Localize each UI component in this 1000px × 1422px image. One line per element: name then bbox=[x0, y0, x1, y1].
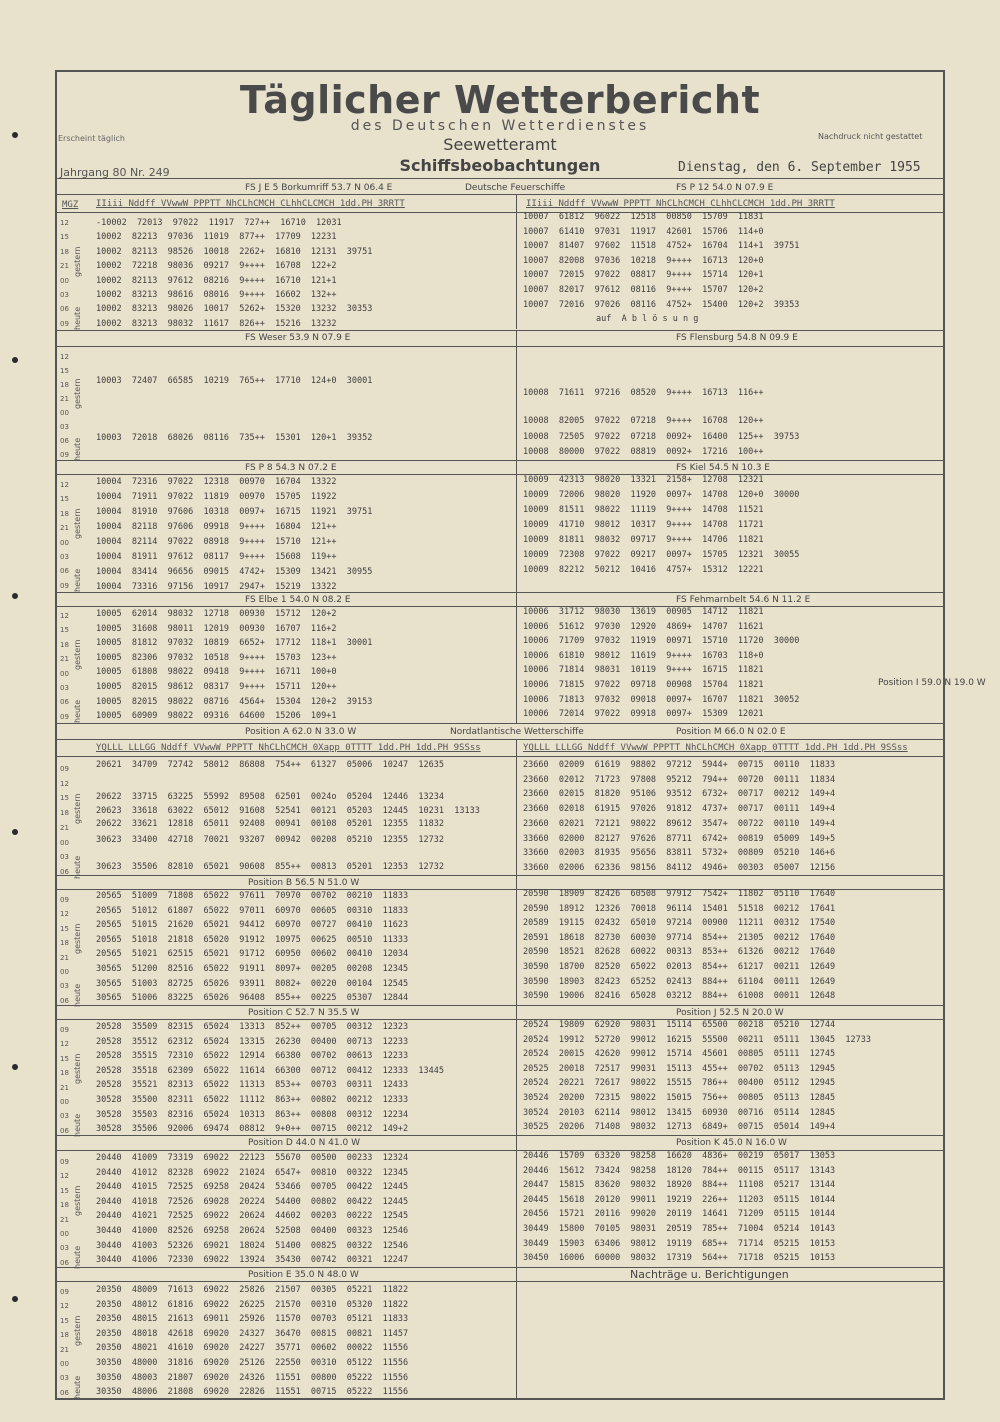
data-row: 30565 51003 82725 65026 93911 8082+ 00220 00104 12545 bbox=[96, 978, 409, 989]
data-row: 10006 71814 98031 10119 9++++ 16715 11821 bbox=[523, 665, 764, 676]
heute-label: heute bbox=[73, 569, 82, 593]
data-row: 30590 18903 82423 65252 02413 884++ 61104 00111 12649 bbox=[523, 976, 836, 987]
hour-label: 03 bbox=[60, 1374, 69, 1383]
hour-label: 15 bbox=[60, 626, 69, 635]
hour-label: 03 bbox=[60, 684, 69, 692]
data-row: -10002 72013 97022 11917 727++ 16710 12031 bbox=[96, 218, 342, 228]
data-row: 10005 62014 98032 12718 00930 15712 120+2 bbox=[96, 609, 337, 619]
data-row: 30590 18700 82520 65022 02013 854++ 61217 00211 12649 bbox=[523, 962, 836, 972]
heute-label: heute bbox=[73, 1376, 82, 1400]
hour-label: 12 bbox=[60, 612, 69, 620]
data-row: 10008 80000 97022 08819 0092+ 17216 100++ bbox=[523, 447, 764, 457]
hour-label: 21 bbox=[60, 1345, 69, 1354]
heute-label: heute bbox=[73, 1114, 82, 1138]
data-row: 33660 02006 62336 98156 84112 4946+ 00303 05007 12156 bbox=[523, 862, 836, 873]
station-label: Position A 62.0 N 33.0 W bbox=[245, 727, 357, 737]
data-row: 20621 34709 72742 58012 86808 754++ 61327 05006 10247 12635 bbox=[96, 760, 444, 770]
data-row: 10004 83414 96656 09015 4742+ 15309 13421 30955 bbox=[96, 567, 373, 577]
hour-label: 00 bbox=[60, 1230, 69, 1238]
data-row: 10002 82113 98526 10018 2262+ 16810 12131 39751 bbox=[96, 246, 373, 257]
data-row: 30350 48006 21808 69020 22826 11551 00715 05222 11556 bbox=[96, 1387, 409, 1398]
nachdruck-note: Nachdruck nicht gestattet bbox=[818, 132, 923, 141]
hour-label: 21 bbox=[60, 524, 69, 533]
divider bbox=[55, 592, 945, 593]
hour-label: 00 bbox=[60, 1098, 69, 1106]
data-row: 10009 42313 98020 13321 2158+ 12708 12321 bbox=[523, 475, 764, 485]
data-row: 30528 35506 92006 69474 08812 9+0++ 00715 00212 149+2 bbox=[96, 1124, 409, 1135]
station-label: FS J E 5 Borkumriff 53.7 N 06.4 E bbox=[245, 183, 393, 193]
hour-label: 15 bbox=[60, 1186, 69, 1195]
hour-label: 03 bbox=[60, 423, 69, 431]
data-row: 10002 72218 98036 09217 9++++ 16708 122+2 bbox=[96, 261, 337, 272]
data-row: 10002 82113 97612 08216 9++++ 16710 121+1 bbox=[96, 275, 337, 286]
data-row: 30449 15903 63406 98012 19119 685++ 71714 05215 10153 bbox=[523, 1238, 836, 1249]
data-row: 30450 16006 60000 98032 17319 564++ 71718 05215 10153 bbox=[523, 1253, 836, 1264]
data-row: 20590 18909 82426 60508 97912 7542+ 11802 05110 17640 bbox=[523, 889, 836, 899]
hour-label: 15 bbox=[60, 367, 69, 375]
punch-hole bbox=[12, 593, 18, 599]
data-row: 10004 81911 97612 08117 9++++ 15608 119++ bbox=[96, 552, 337, 562]
hour-label: 09 bbox=[60, 1158, 69, 1166]
station-label: Position J 52.5 N 20.0 W bbox=[676, 1008, 784, 1018]
data-row: 20528 35518 62309 65022 11614 66300 00712 00412 12333 13445 bbox=[96, 1065, 444, 1076]
gestern-label: gestern bbox=[73, 508, 82, 539]
divider bbox=[55, 212, 945, 213]
hour-label: 15 bbox=[60, 794, 69, 803]
data-row: 23660 02009 61619 98802 97212 5944+ 00715 00110 11833 bbox=[523, 760, 836, 770]
divider bbox=[516, 739, 517, 875]
data-row: 10007 81407 97602 11518 4752+ 16704 114+1 39751 bbox=[523, 241, 800, 252]
divider bbox=[516, 875, 517, 1005]
data-row: 20524 19912 52720 99012 16215 55500 00211 05111 13045 12733 bbox=[523, 1034, 871, 1045]
data-row: 30565 51200 82516 65022 91911 8097+ 00205 00208 12345 bbox=[96, 964, 409, 974]
divider bbox=[516, 1005, 517, 1135]
hour-label: 21 bbox=[60, 262, 69, 271]
data-row: 10003 72407 66585 10219 765++ 17710 124+0 30001 bbox=[96, 376, 373, 386]
data-row: 10008 72505 97022 07218 0092+ 16400 125++ 39753 bbox=[523, 432, 800, 442]
data-row: 30525 20206 71408 98032 12713 6849+ 00715 05014 149+4 bbox=[523, 1122, 836, 1133]
heute-label: heute bbox=[73, 700, 82, 724]
station-label: FS Kiel 54.5 N 10.3 E bbox=[676, 463, 770, 473]
data-row: 10004 71911 97022 11819 00970 15705 11922 bbox=[96, 492, 337, 502]
divider bbox=[55, 756, 945, 757]
gestern-label: gestern bbox=[73, 246, 82, 277]
section-label: Nordatlantische Wetterschiffe bbox=[450, 727, 584, 737]
hour-label: 12 bbox=[60, 219, 69, 227]
data-row: 30623 33400 42718 70021 93207 00942 00208 05210 12355 12732 bbox=[96, 835, 444, 845]
data-row: 20350 48012 61816 69022 26225 21570 00310 05320 11822 bbox=[96, 1299, 409, 1310]
gestern-label: gestern bbox=[73, 923, 82, 954]
data-row: 30623 35506 82810 65021 90608 855++ 00813 05201 12353 12732 bbox=[96, 862, 444, 872]
column-headers: IIiii Nddff VVwwW PPPTT NhCLhCMCH CLhhCLCMCH 1dd.PH 3RRTT bbox=[96, 199, 405, 209]
data-row: 20591 18618 82730 60030 97714 854++ 21305 00212 17640 bbox=[523, 932, 836, 943]
hour-label: 21 bbox=[60, 953, 69, 962]
data-row: 10007 61812 96022 12518 00850 15709 11831 bbox=[523, 212, 764, 222]
hour-label: 00 bbox=[60, 838, 69, 847]
gestern-label: gestern bbox=[73, 793, 82, 824]
divider bbox=[55, 1135, 945, 1136]
data-row: 10009 82212 50212 10416 4757+ 15312 12221 bbox=[523, 565, 764, 575]
data-row: 20440 41015 72525 69258 20424 53466 00705 00422 12445 bbox=[96, 1182, 409, 1193]
data-row: 30590 19006 82416 65028 03212 884++ 61008 00011 12648 bbox=[523, 991, 836, 1002]
hour-label: 15 bbox=[60, 1054, 69, 1063]
data-row: 10007 82008 97036 10218 9++++ 16713 120+0 bbox=[523, 255, 764, 266]
hour-label: 09 bbox=[60, 1026, 69, 1034]
divider bbox=[516, 194, 517, 329]
data-row: 10005 60909 98022 09316 64600 15206 109+1 bbox=[96, 711, 337, 722]
hour-label: 03 bbox=[60, 853, 69, 862]
data-row: 20528 35512 62312 65024 13315 26230 00400 00713 12233 bbox=[96, 1036, 409, 1047]
data-row: 20525 20018 72517 99031 15113 455++ 00702 05113 12945 bbox=[523, 1063, 836, 1074]
data-row: 10005 81812 97032 10819 6652+ 17712 118+1 30001 bbox=[96, 638, 373, 649]
station-label: FS P 8 54.3 N 07.2 E bbox=[245, 463, 337, 473]
divider bbox=[55, 739, 945, 740]
data-row: 10008 82005 97022 07218 9++++ 16708 120++ bbox=[523, 416, 764, 426]
hour-label: 09 bbox=[60, 581, 69, 590]
station-label: Position K 45.0 N 16.0 W bbox=[676, 1138, 787, 1148]
hour-label: 09 bbox=[60, 896, 69, 904]
hour-label: 06 bbox=[60, 1388, 69, 1397]
hour-label: 09 bbox=[60, 319, 69, 328]
data-row: 30524 20103 62114 98012 13415 60930 00716 05114 12845 bbox=[523, 1107, 836, 1118]
data-row: 20440 41012 82328 69022 21024 6547+ 00810 00322 12345 bbox=[96, 1167, 409, 1178]
subtitle-dwd: des Deutschen Wetterdienstes bbox=[350, 118, 650, 134]
hour-label: 00 bbox=[60, 276, 69, 285]
data-row: 10002 83213 98026 10017 5262+ 15320 13232 30353 bbox=[96, 304, 373, 315]
hour-label: 12 bbox=[60, 779, 69, 788]
data-row: 30565 51006 83225 65026 96408 855++ 00225 05307 12844 bbox=[96, 993, 409, 1004]
data-row: 20524 20015 42620 99012 15714 45601 00805 05111 12745 bbox=[523, 1049, 836, 1060]
data-row: 10009 81511 98022 11119 9++++ 14708 11521 bbox=[523, 505, 764, 515]
punch-hole bbox=[12, 1296, 18, 1302]
data-row: 30440 41003 52326 69021 18024 51400 00825 00322 12546 bbox=[96, 1240, 409, 1251]
data-row: 20590 18912 12326 70018 96114 15401 51518 00212 17641 bbox=[523, 903, 836, 914]
data-row: 10004 72316 97022 12318 00970 16704 13322 bbox=[96, 477, 337, 487]
gestern-label: gestern bbox=[73, 1315, 82, 1346]
hour-label: 12 bbox=[60, 353, 69, 361]
data-row: 10007 82017 97612 08116 9++++ 15707 120+2 bbox=[523, 285, 764, 295]
hour-label: 18 bbox=[60, 1201, 69, 1210]
station-label: Position I 59.0 N 19.0 W bbox=[878, 678, 986, 688]
hour-label: 03 bbox=[60, 291, 69, 299]
data-row: 20447 15815 83620 98032 18920 884++ 11108 05217 13144 bbox=[523, 1180, 836, 1191]
data-row: 20350 48015 21613 69011 25926 11570 00703 05121 11833 bbox=[96, 1314, 409, 1325]
heute-label: heute bbox=[73, 437, 82, 461]
issue-number: Jahrgang 80 Nr. 249 bbox=[60, 166, 170, 179]
data-row: 30524 20200 72315 98022 15015 756++ 00805 05113 12845 bbox=[523, 1093, 836, 1103]
data-row: 10002 82213 97036 11019 877++ 17709 12231 bbox=[96, 232, 337, 243]
data-row: 10005 82015 98022 08716 4564+ 15304 120+2 39153 bbox=[96, 696, 373, 707]
hour-label: 06 bbox=[60, 996, 69, 1005]
data-row: 10002 83213 98616 08016 9++++ 16602 132++ bbox=[96, 290, 337, 300]
data-row: 10009 72308 97022 09217 0097+ 15705 12321 30055 bbox=[523, 550, 800, 560]
subtitle-seewetteramt: Seewetteramt bbox=[443, 135, 557, 154]
data-row: 20440 41009 73319 69022 22123 55670 00500 00233 12324 bbox=[96, 1153, 409, 1163]
hour-label: 18 bbox=[60, 1069, 69, 1078]
hour-label: 00 bbox=[60, 409, 69, 417]
hour-label: 12 bbox=[60, 1172, 69, 1181]
data-row: 33660 02003 81935 95656 83811 5732+ 00809 05210 146+6 bbox=[523, 848, 836, 859]
data-row: 10009 72006 98020 11920 0097+ 14708 120+0 30000 bbox=[523, 490, 800, 500]
hour-label: 18 bbox=[60, 509, 69, 518]
data-row: 20350 48021 41610 69020 24227 35771 00602 00022 11556 bbox=[96, 1343, 409, 1354]
issue-date: Dienstag, den 6. September 1955 bbox=[678, 160, 921, 175]
data-row: 20565 51018 21818 65020 91912 10975 00625 00510 11333 bbox=[96, 934, 409, 945]
section-label: Deutsche Feuerschiffe bbox=[465, 183, 566, 193]
data-row: 30440 41006 72330 69022 13924 35430 00742 00321 12247 bbox=[96, 1255, 409, 1266]
divider bbox=[516, 460, 517, 592]
data-row: 23660 02012 71723 97808 95212 794++ 00720 00111 11834 bbox=[523, 774, 836, 785]
hour-label: 18 bbox=[60, 809, 69, 818]
data-row: 20565 51009 71808 65022 97611 70970 00702 00210 11833 bbox=[96, 891, 409, 901]
hour-label: 03 bbox=[60, 982, 69, 991]
hour-label: 15 bbox=[60, 924, 69, 933]
heute-label: heute bbox=[73, 855, 82, 879]
station-label: FS Fehmarnbelt 54.6 N 11.2 E bbox=[676, 595, 811, 605]
hour-label: 00 bbox=[60, 1360, 69, 1368]
data-row: 30440 41000 82526 69258 20624 52508 00400 00323 12546 bbox=[96, 1226, 409, 1236]
subtitle-schiffsbeobachtungen: Schiffsbeobachtungen bbox=[399, 156, 601, 175]
data-row: 10007 72016 97026 08116 4752+ 15400 120+2 39353 bbox=[523, 299, 800, 310]
hour-label: 09 bbox=[60, 765, 69, 773]
data-row: 10009 81811 98032 09717 9++++ 14706 11821 bbox=[523, 535, 764, 545]
data-row: 10007 61410 97031 11917 42601 15706 114+0 bbox=[523, 226, 764, 237]
data-row: 30528 35503 82316 65024 10313 863++ 00808 00312 12234 bbox=[96, 1109, 409, 1120]
data-row: 20524 20221 72617 98022 15515 786++ 00400 05112 12945 bbox=[523, 1078, 836, 1089]
hour-label: 06 bbox=[60, 437, 69, 445]
divider bbox=[55, 606, 945, 607]
divider bbox=[55, 1281, 945, 1282]
hour-label: 18 bbox=[60, 640, 69, 649]
data-row: 10004 82118 97606 09918 9++++ 16804 121++ bbox=[96, 522, 337, 532]
data-row: 20524 19809 62920 98031 15114 65500 00218 05210 12744 bbox=[523, 1020, 836, 1030]
hour-label: 06 bbox=[60, 567, 69, 576]
heute-label: heute bbox=[73, 1246, 82, 1270]
station-label: FS Elbe 1 54.0 N 08.2 E bbox=[245, 595, 351, 605]
data-row: 23660 02018 61915 97026 91812 4737+ 00717 00111 149+4 bbox=[523, 804, 836, 815]
erscheint-note: Erscheint täglich bbox=[58, 134, 125, 143]
station-label: Position M 66.0 N 02.0 E bbox=[676, 727, 786, 737]
station-label: Position E 35.0 N 48.0 W bbox=[248, 1270, 359, 1280]
data-row: 10005 82306 97032 10518 9++++ 15703 123++ bbox=[96, 652, 337, 663]
heute-label: heute bbox=[73, 984, 82, 1008]
data-row: 30350 48003 21807 69020 24326 11551 00800 05222 11556 bbox=[96, 1372, 409, 1383]
gestern-label: gestern bbox=[73, 1185, 82, 1216]
data-row: 10006 71709 97032 11919 00971 15710 11720 30000 bbox=[523, 636, 800, 647]
data-row: 20623 33618 63022 65012 91608 52541 00121 05203 12445 10231 13133 bbox=[96, 806, 480, 816]
data-row: 20456 15721 20116 99020 20119 14641 71209 05115 10144 bbox=[523, 1209, 836, 1220]
data-row: 10004 81910 97606 10318 0097+ 16715 11921 39751 bbox=[96, 507, 373, 517]
column-headers: IIiii Nddff VVwwW PPPTT NhCLhCMCH CLhhCLCMCH 1dd.PH 3RRTT bbox=[526, 199, 835, 209]
hour-label: 06 bbox=[60, 1126, 69, 1135]
punch-hole bbox=[12, 829, 18, 835]
divider bbox=[55, 474, 945, 475]
data-row: 20528 35521 82313 65022 11313 853++ 00703 00311 12433 bbox=[96, 1080, 409, 1091]
divider bbox=[516, 330, 517, 460]
data-row: 10006 61810 98012 11619 9++++ 16703 118+0 bbox=[523, 650, 764, 661]
data-row: 10004 73316 97156 10917 2947+ 15219 13322 bbox=[96, 582, 337, 592]
hour-label: 18 bbox=[60, 939, 69, 948]
hour-label: 12 bbox=[60, 1040, 69, 1049]
hour-label: 21 bbox=[60, 1083, 69, 1092]
data-row: 10006 71813 97032 09018 0097+ 16707 11821 30052 bbox=[523, 694, 800, 705]
hour-label: 21 bbox=[60, 1215, 69, 1224]
data-row: 10003 72018 68026 08116 735++ 15301 120+1 39352 bbox=[96, 433, 373, 443]
column-headers: YQLLL LLLGG Nddff VVwwW PPPTT NhCLhCMCH 0Xapp 0TTTT 1dd.PH 1dd.PH 9SSss bbox=[523, 743, 908, 753]
data-row: 20445 15618 20120 99011 19219 226++ 11203 05115 10144 bbox=[523, 1194, 836, 1205]
hour-label: 06 bbox=[60, 698, 69, 707]
data-row: 20589 19115 02432 65010 97214 00900 11211 00312 17540 bbox=[523, 918, 836, 929]
divider bbox=[55, 346, 945, 347]
hour-label: 18 bbox=[60, 247, 69, 256]
abloesung-note: auf A b l ö s u n g bbox=[596, 314, 699, 324]
hour-label: 15 bbox=[60, 495, 69, 504]
data-row: 10005 82015 98612 08317 9++++ 15711 120++ bbox=[96, 682, 337, 692]
divider bbox=[516, 1267, 517, 1400]
gestern-label: gestern bbox=[73, 1053, 82, 1084]
data-row: 20565 51021 62515 65021 91712 60950 00602 00410 12034 bbox=[96, 949, 409, 960]
data-row: 30350 48000 31816 69020 25126 22550 00310 05122 11556 bbox=[96, 1358, 409, 1368]
hour-label: 15 bbox=[60, 233, 69, 242]
hour-label: 12 bbox=[60, 481, 69, 489]
data-row: 20590 18521 82628 60022 00313 853++ 61326 00212 17640 bbox=[523, 947, 836, 958]
data-row: 20622 33715 63225 55992 89508 62501 0024o 05204 12446 13234 bbox=[96, 792, 444, 802]
data-row: 20528 35509 82315 65024 13313 852++ 00705 00312 12323 bbox=[96, 1022, 409, 1032]
gestern-label: gestern bbox=[73, 639, 82, 670]
data-row: 20565 51012 61807 65022 97011 60970 00605 00310 11833 bbox=[96, 905, 409, 916]
data-row: 10009 41710 98012 10317 9++++ 14708 11721 bbox=[523, 520, 764, 530]
hour-label: 06 bbox=[60, 1258, 69, 1267]
divider bbox=[55, 194, 945, 195]
data-row: 20528 35515 72310 65022 12914 66380 00702 00613 12233 bbox=[96, 1051, 409, 1062]
divider bbox=[55, 178, 945, 179]
data-row: 10007 72015 97022 08817 9++++ 15714 120+1 bbox=[523, 270, 764, 281]
data-row: 23660 02015 81820 95106 93512 6732+ 00717 00212 149+4 bbox=[523, 789, 836, 800]
data-row: 20440 41021 72525 69022 20624 44602 00203 00222 12545 bbox=[96, 1211, 409, 1222]
station-label: Position C 52.7 N 35.5 W bbox=[248, 1008, 360, 1018]
nachtraege-label: Nachträge u. Berichtigungen bbox=[630, 1268, 789, 1281]
hour-label: 09 bbox=[60, 1288, 69, 1296]
data-row: 20350 48018 42618 69020 24327 36470 00815 00821 11457 bbox=[96, 1328, 409, 1339]
data-row: 33660 02000 82127 97626 87711 6742+ 00819 05009 149+5 bbox=[523, 833, 836, 844]
hour-label: 03 bbox=[60, 553, 69, 561]
hour-label: 00 bbox=[60, 538, 69, 547]
data-row: 20565 51015 21620 65021 94412 60970 00727 00410 11623 bbox=[96, 920, 409, 931]
document-title: Täglicher Wetterbericht bbox=[239, 78, 761, 122]
hour-label: 21 bbox=[60, 655, 69, 664]
hour-label: 06 bbox=[60, 867, 69, 876]
hour-label: 15 bbox=[60, 1316, 69, 1325]
data-row: 10008 71611 97216 08520 9++++ 16713 116++ bbox=[523, 388, 764, 398]
hour-label: 21 bbox=[60, 395, 69, 403]
data-row: 20440 41018 72526 69028 20224 54400 00802 00422 12445 bbox=[96, 1196, 409, 1207]
station-label: Position B 56.5 N 51.0 W bbox=[248, 878, 360, 888]
divider bbox=[55, 1267, 945, 1268]
column-headers: YQLLL LLLGG Nddff VVwwW PPPTT NhCLhCMCH 0Xapp 0TTTT 1dd.PH 1dd.PH 9SSss bbox=[96, 743, 481, 753]
hour-label: 18 bbox=[60, 1331, 69, 1340]
punch-hole bbox=[12, 357, 18, 363]
data-row: 10006 31712 98030 13619 00905 14712 11821 bbox=[523, 607, 764, 617]
divider bbox=[516, 592, 517, 723]
hour-label: 00 bbox=[60, 968, 69, 976]
data-row: 20350 48009 71613 69022 25826 21507 00305 05221 11822 bbox=[96, 1285, 409, 1295]
data-row: 10005 61808 98022 09418 9++++ 16711 100+0 bbox=[96, 667, 337, 678]
punch-hole bbox=[12, 1064, 18, 1070]
data-row: 10006 71815 97022 09718 00908 15704 11821 bbox=[523, 680, 764, 690]
hour-label: 00 bbox=[60, 669, 69, 678]
station-label: FS Flensburg 54.8 N 09.9 E bbox=[676, 333, 798, 343]
data-row: 20446 15709 63320 98258 16620 4836+ 00219 05017 13053 bbox=[523, 1151, 836, 1161]
divider bbox=[55, 1005, 945, 1006]
divider bbox=[55, 330, 945, 331]
divider bbox=[55, 875, 945, 876]
data-row: 10005 31608 98011 12019 00930 16707 116+2 bbox=[96, 623, 337, 634]
hour-label: 21 bbox=[60, 823, 69, 832]
hour-label: 12 bbox=[60, 910, 69, 919]
data-row: 30449 15800 70105 98031 20519 785++ 71004 05214 10143 bbox=[523, 1224, 836, 1234]
data-row: 30528 35500 82311 65022 11112 863++ 00802 00212 12333 bbox=[96, 1095, 409, 1105]
divider bbox=[516, 1135, 517, 1267]
data-row: 23660 02021 72121 98022 89612 3547+ 00722 00110 149+4 bbox=[523, 818, 836, 829]
data-row: 10002 83213 98032 11617 826++ 15216 13232 bbox=[96, 318, 337, 329]
divider bbox=[55, 723, 945, 724]
station-label: FS Weser 53.9 N 07.9 E bbox=[245, 333, 351, 343]
gestern-label: gestern bbox=[73, 378, 82, 409]
station-label: FS P 12 54.0 N 07.9 E bbox=[676, 183, 774, 193]
data-row: 20446 15612 73424 98258 18120 784++ 00115 05117 13143 bbox=[523, 1165, 836, 1176]
hour-label: 03 bbox=[60, 1244, 69, 1253]
hour-label: 18 bbox=[60, 381, 69, 389]
hour-label: 09 bbox=[60, 712, 69, 721]
hour-label: 09 bbox=[60, 451, 69, 459]
hour-label: 03 bbox=[60, 1112, 69, 1121]
data-row: 20622 33621 12818 65011 92408 00941 00108 05201 12355 11832 bbox=[96, 819, 444, 829]
mgz-header: MGZ bbox=[62, 200, 79, 210]
data-row: 10004 82114 97022 08918 9++++ 15710 121++ bbox=[96, 537, 337, 547]
divider bbox=[55, 460, 945, 461]
data-row: 10006 51612 97030 12920 4869+ 14707 11621 bbox=[523, 621, 764, 632]
heute-label: heute bbox=[73, 307, 82, 331]
station-label: Position D 44.0 N 41.0 W bbox=[248, 1138, 360, 1148]
hour-label: 06 bbox=[60, 305, 69, 314]
data-row: 10006 72014 97022 09918 0097+ 15309 12021 bbox=[523, 709, 764, 720]
hour-label: 12 bbox=[60, 1302, 69, 1311]
